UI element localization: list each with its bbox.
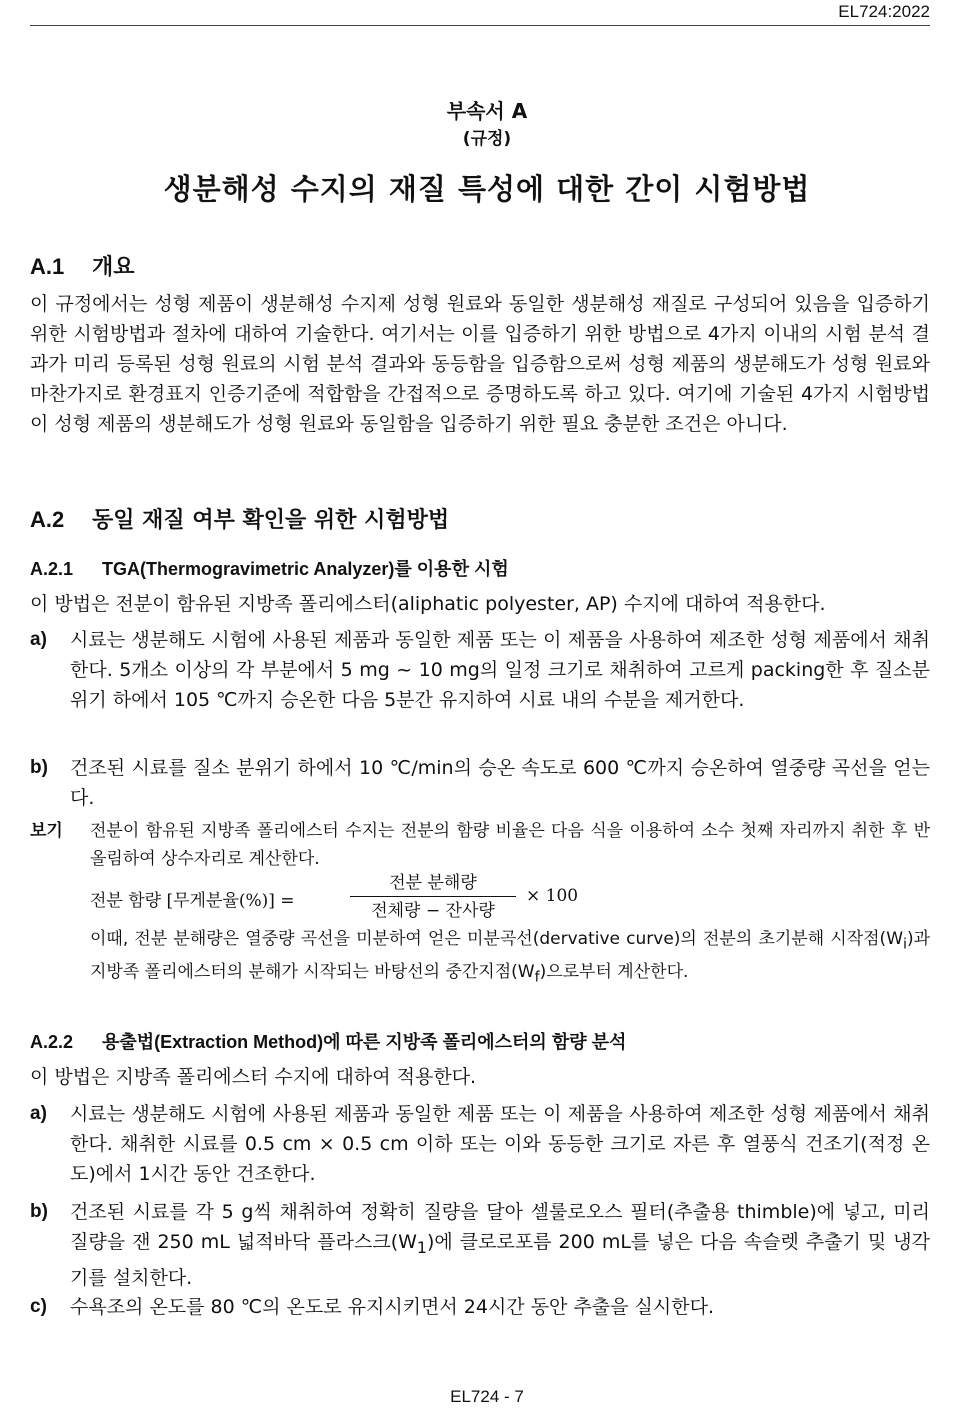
- formula-multiplier: × 100: [526, 886, 579, 906]
- annex-type: (규정): [462, 129, 512, 149]
- list-item-text: 시료는 생분해도 시험에 사용된 제품과 동일한 제품 또는 이 제품을 사용하여 제조한 성형 제품에서 채취한다. 채취한 시료를 0.5 cm × 0.5 cm 이하 또는 이와 동등한 크기로 자른 후 열풍식 건조기(적정 온도)에서 1시간 동안 건조한다.: [70, 1103, 930, 1185]
- section-heading-a1: [30, 250, 135, 281]
- subsection-heading-a21: [30, 555, 509, 581]
- list-item-text: 건조된 시료를 질소 분위기 하에서 10 ℃/min의 승온 속도로 600 ℃까지 승온하여 열중량 곡선을 얻는다.: [70, 757, 930, 809]
- annex-label: 부속서 A: [446, 99, 528, 123]
- subsection-title: 용출법(Extraction Method)에 따른 지방족 폴리에스터의 함량 분석: [102, 1032, 627, 1052]
- list-item-label: c): [30, 1296, 47, 1317]
- list-item-text: [70, 1197, 930, 1293]
- list-item-label: b): [30, 1201, 48, 1222]
- subscript-1: 1: [416, 1237, 427, 1257]
- subsection-a21-intro: 이 방법은 전분이 함유된 지방족 폴리에스터(aliphatic polyester, AP) 수지에 대하여 적용한다.: [30, 593, 826, 615]
- section-title: 동일 재질 여부 확인을 위한 시험방법: [92, 508, 450, 533]
- formula-denominator: 전체량 − 잔사량: [371, 901, 495, 921]
- list-item-text-part: 건조된 시료를 각 5 g씩 채취하여 정확히 질량을 달아 셀룰로오스 필터(추출용 thimble)에 넣고, 미리 질량을 잰 250 mL 넓적바닥 플라스크(W: [70, 1201, 930, 1253]
- list-item-text: 수욕조의 온도를 80 ℃의 온도로 유지시키면서 24시간 동안 추출을 실시한다.: [70, 1296, 715, 1318]
- explanation-part: )과 지방족 폴리에스터의 분해가 시작되는 바탕선의 중간지점(W: [90, 929, 930, 983]
- section-a1-body: 이 규정에서는 성형 제품이 생분해성 수지제 성형 원료와 동일한 생분해성 재질로 구성되어 있음을 입증하기 위한 시험방법과 절차에 대하여 기술한다. 여기서는 이를 입증하기 위한 방법으로 4가지 이내의 시험 분석 결과가 미리 등록된 성형 원료의 시험 분석 결과와 동등함을 입증함으로써 성형 제품의 생분해도가 성형 원료와 마찬가지로 환경표지 인증기준에 적합함을 간접적으로 증명하도록 하고 있다. 여기에 기술된 4가지 시험방법이 성형 제품의 생분해도가 성형 원료와 동일함을 입증하기 위한 필요 충분한 조건은 아니다.: [30, 293, 930, 435]
- list-item-a21-b: [30, 753, 930, 813]
- section-number: A.1: [30, 254, 65, 279]
- subsection-title: TGA(Thermogravimetric Analyzer)를 이용한 시험: [102, 559, 509, 579]
- list-item-a22-b: [30, 1197, 930, 1293]
- example-explanation-text: [90, 925, 930, 992]
- document-code: EL724:2022: [838, 2, 930, 21]
- formula-fraction: [348, 870, 518, 923]
- list-item-a22-c: [30, 1292, 930, 1322]
- subsection-heading-a22: [30, 1028, 626, 1054]
- example-text: 전분이 함유된 지방족 폴리에스터 수지는 전분의 함량 비율은 다음 식을 이용하여 소수 첫째 자리까지 취한 후 반올림하여 상수자리로 계산한다.: [90, 821, 930, 869]
- list-item-label: b): [30, 757, 48, 778]
- section-number: A.2: [30, 507, 65, 532]
- header-rule: [30, 25, 930, 26]
- subscript-i: i: [903, 936, 907, 953]
- list-item-a21-a: [30, 625, 930, 715]
- explanation-part: )으로부터 계산한다.: [539, 962, 689, 983]
- page-footer: EL724 - 7: [450, 1387, 524, 1406]
- formula-lhs: 전분 함량 [무게분율(%)] =: [90, 891, 295, 911]
- subsection-number: A.2.2: [30, 1032, 74, 1052]
- starch-content-formula: [90, 870, 690, 930]
- example-explanation: [30, 925, 930, 992]
- subsection-number: A.2.1: [30, 559, 74, 579]
- section-title: 개요: [92, 255, 135, 280]
- section-heading-a2: [30, 503, 449, 534]
- subsection-a22-intro: 이 방법은 지방족 폴리에스터 수지에 대하여 적용한다.: [30, 1066, 477, 1088]
- formula-numerator: 전분 분해량: [389, 873, 477, 893]
- explanation-part: 이때, 전분 분해량은 열중량 곡선을 미분하여 얻은 미분곡선(dervative curve)의 전분의 초기분해 시작점(W: [90, 929, 903, 949]
- example-label: 보기: [30, 821, 63, 841]
- list-item-label: a): [30, 629, 47, 650]
- annex-title: 생분해성 수지의 재질 특성에 대한 간이 시험방법: [163, 172, 811, 206]
- list-item-a22-a: [30, 1099, 930, 1189]
- subscript-f: f: [534, 969, 540, 986]
- list-item-label: a): [30, 1103, 47, 1124]
- list-item-text-part: )에 클로로포름 200 mL를 넣은 다음 속슬렛 추출기 및 냉각기를 설치한다.: [70, 1231, 930, 1289]
- example-note: [30, 817, 930, 873]
- list-item-text: 시료는 생분해도 시험에 사용된 제품과 동일한 제품 또는 이 제품을 사용하여 제조한 성형 제품에서 채취한다. 5개소 이상의 각 부분에서 5 mg ~ 10 mg의 일정 크기로 채취하여 고르게 packing한 후 질소분위기 하에서 105 ℃까지 승온한 다음 5분간 유지하여 시료 내의 수분을 제거한다.: [70, 629, 930, 711]
